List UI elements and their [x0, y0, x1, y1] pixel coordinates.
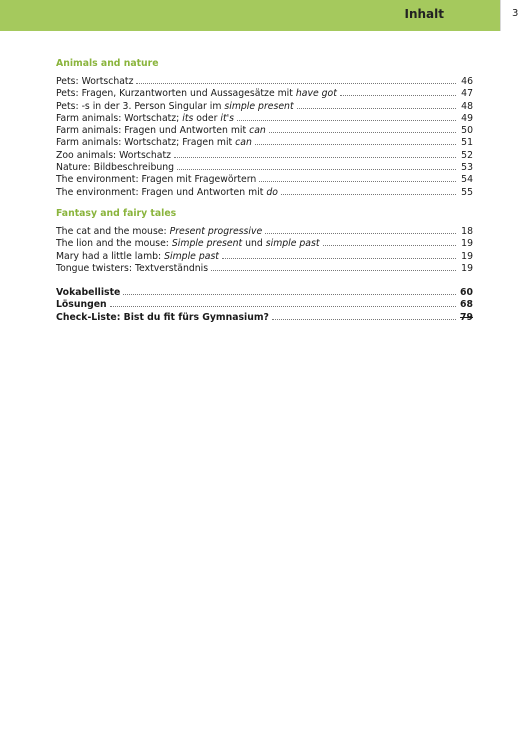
toc-page-number: 48: [461, 100, 473, 112]
toc-row[interactable]: [56, 262, 473, 274]
leader-dots: [136, 75, 456, 84]
toc-page-number: 60: [460, 287, 473, 299]
toc-page-number: 68: [460, 299, 473, 311]
toc-page-number: 19: [461, 262, 473, 274]
toc-entry-title: The lion and the mouse: Simple present und simple past: [56, 238, 320, 250]
leader-dots: [323, 237, 457, 246]
toc-row-loesungen[interactable]: [56, 298, 473, 310]
leader-dots: [110, 298, 456, 307]
toc-row-vokabelliste[interactable]: [56, 286, 473, 298]
toc-row[interactable]: [56, 87, 473, 99]
toc-entry-title: Check-Liste: Bist du fit fürs Gymnasium?: [56, 311, 269, 323]
leader-dots: [222, 250, 456, 259]
toc-page-number: 49: [461, 112, 473, 124]
leader-dots: [174, 149, 456, 158]
toc-page-number: 46: [461, 76, 473, 87]
toc-page-number: 79: [460, 311, 473, 323]
toc-page-number: 19: [461, 250, 473, 262]
toc-entry-title: Farm animals: Wortschatz; its oder it's: [56, 112, 235, 124]
toc-row[interactable]: [56, 225, 473, 237]
page-number: 3: [512, 8, 519, 19]
toc-entry-title: Zoo animals: Wortschatz: [56, 149, 172, 161]
toc-entry-title: Nature: Bildbeschreibung: [56, 162, 175, 174]
toc-entry-title: Pets: -s in der 3. Person Singular im simple present: [56, 100, 294, 112]
leader-dots: [297, 100, 456, 109]
toc-entry-title: Mary had a little lamb: Simple past: [56, 250, 219, 262]
page-number-box: [500, 0, 530, 31]
toc-row[interactable]: [56, 186, 473, 198]
leader-dots: [281, 186, 456, 195]
toc-row-check-liste[interactable]: [56, 311, 473, 323]
toc-entry-title: Pets: Fragen, Kurzantworten und Aussagesätze mit have got: [56, 88, 337, 100]
appendix-list: [56, 286, 473, 323]
table-of-contents: [56, 57, 473, 323]
leader-dots: [265, 225, 456, 234]
toc-row[interactable]: [56, 124, 473, 136]
section-title-fantasy: Fantasy and fairy tales: [56, 207, 177, 219]
toc-row[interactable]: [56, 75, 473, 87]
section-title-animals: Animals and nature: [56, 58, 159, 69]
toc-row[interactable]: [56, 161, 473, 173]
leader-dots: [269, 124, 456, 133]
toc-row[interactable]: [56, 173, 473, 185]
leader-dots: [259, 173, 456, 182]
toc-page-number: 54: [461, 174, 473, 186]
leader-dots: [177, 161, 456, 170]
leader-dots: [237, 112, 456, 121]
leader-dots: [123, 286, 456, 295]
toc-page-number: 47: [461, 88, 473, 100]
toc-entry-title: The environment: Fragen und Antworten mit do: [56, 186, 278, 198]
toc-row[interactable]: [56, 237, 473, 249]
toc-entry-title: The environment: Fragen mit Fragewörtern: [56, 174, 257, 186]
toc-entry-title: The cat and the mouse: Present progressive: [56, 225, 263, 237]
toc-entry-title: Tongue twisters: Textverständnis: [56, 262, 209, 274]
toc-page-number: 55: [461, 186, 473, 198]
header-bar: [0, 0, 500, 31]
toc-entry-title: Vokabelliste: [56, 287, 121, 299]
toc-page-number: 51: [461, 137, 473, 149]
toc-entry-title: Farm animals: Fragen und Antworten mit can: [56, 125, 266, 137]
toc-page-number: 19: [461, 238, 473, 250]
toc-entry-title: Farm animals: Wortschatz; Fragen mit can: [56, 137, 252, 149]
toc-page-number: 52: [461, 149, 473, 161]
toc-page-number: 18: [461, 225, 473, 237]
toc-row[interactable]: [56, 136, 473, 148]
leader-dots: [255, 136, 456, 145]
toc-row[interactable]: [56, 112, 473, 124]
toc-page-number: 50: [461, 125, 473, 137]
toc-entry-title: Lösungen: [56, 299, 107, 311]
leader-dots: [340, 87, 456, 96]
toc-entry-title: Pets: Wortschatz: [56, 76, 134, 87]
leader-dots: [272, 311, 456, 320]
toc-page-number: 53: [461, 162, 473, 174]
toc-row[interactable]: [56, 250, 473, 262]
toc-row[interactable]: [56, 100, 473, 112]
toc-row[interactable]: [56, 149, 473, 161]
page-title: Inhalt: [404, 7, 444, 21]
leader-dots: [211, 262, 456, 271]
